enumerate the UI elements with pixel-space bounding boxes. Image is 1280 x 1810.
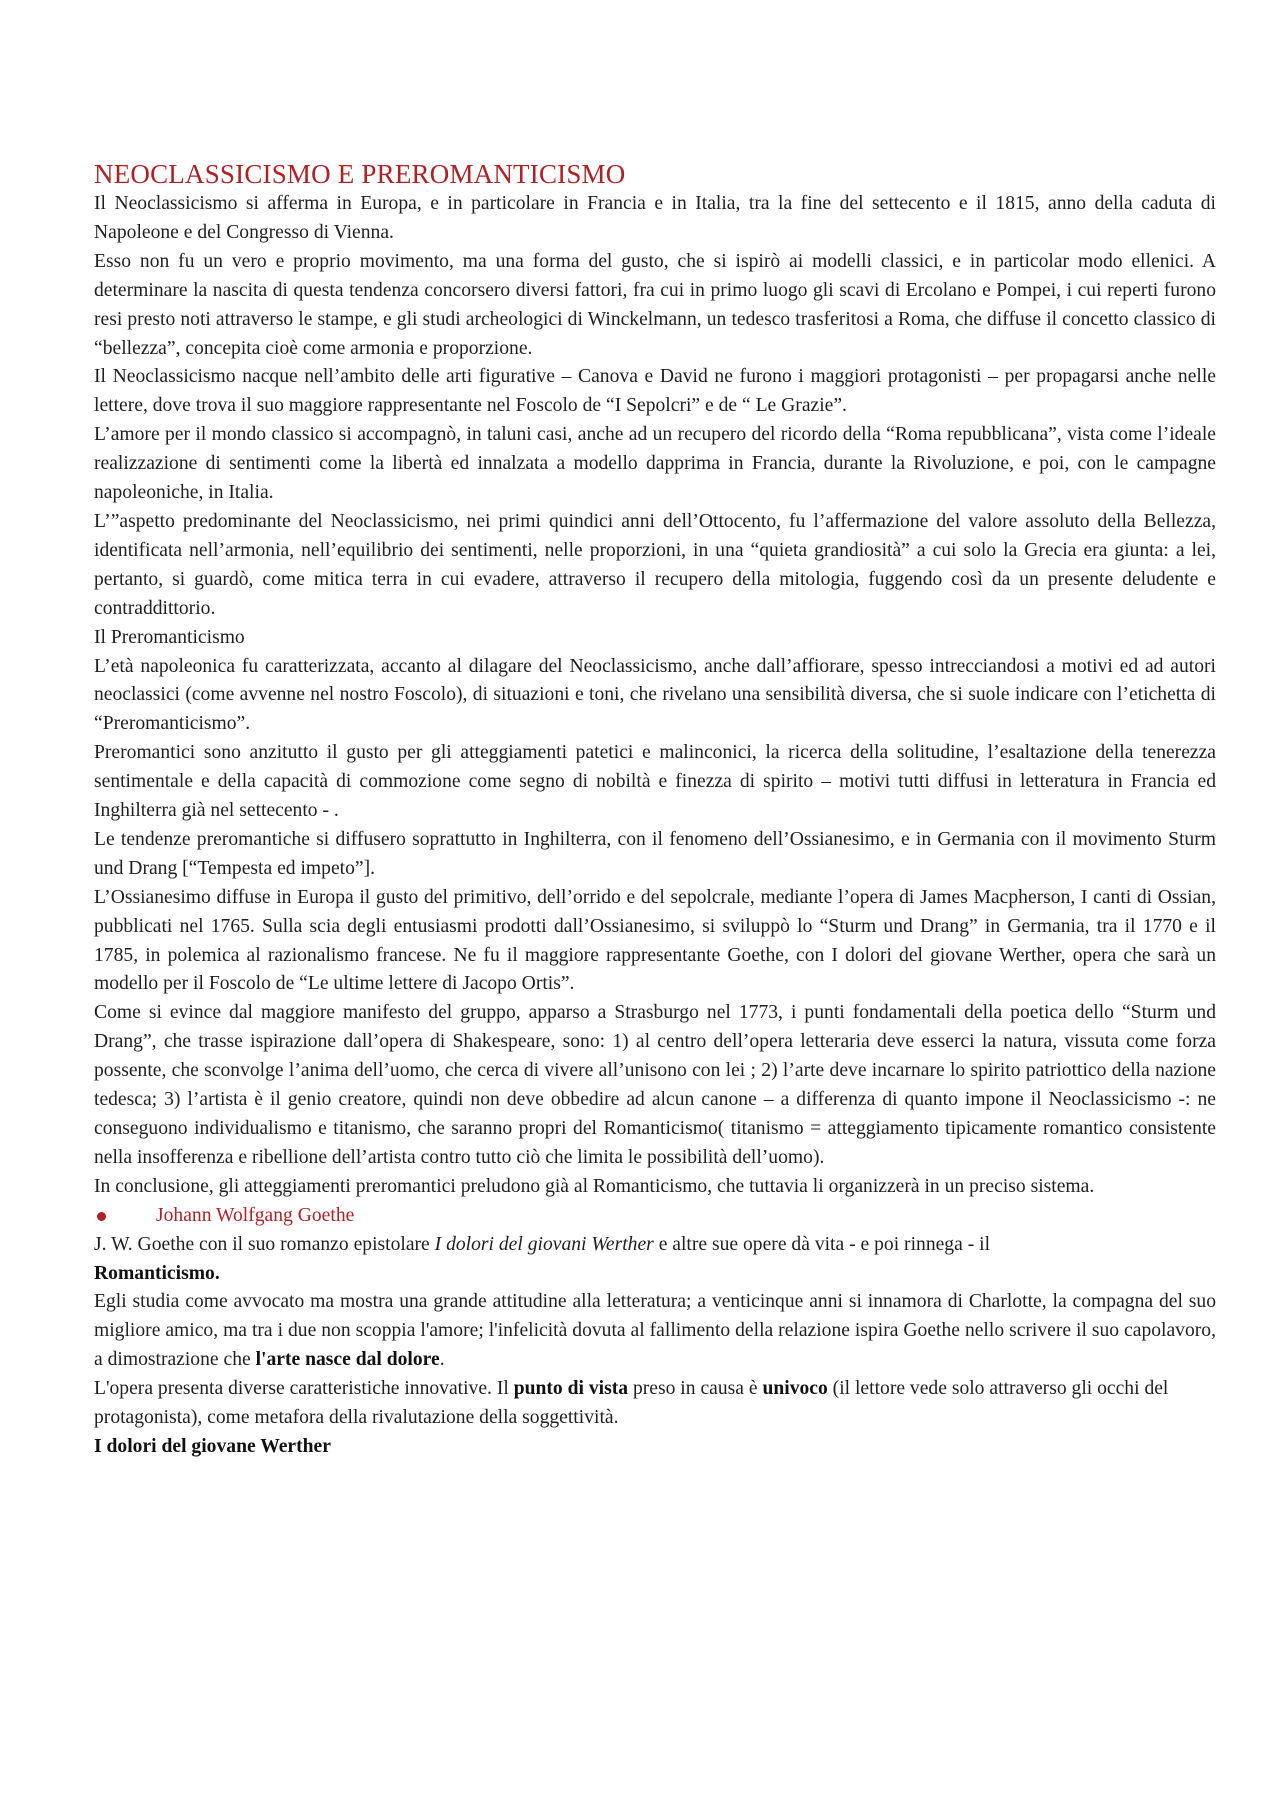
subheading-preromanticismo: Il Preromanticismo <box>94 626 245 648</box>
paragraph-intro: Il Neoclassicismo si afferma in Europa, e in particolare in Francia e in Italia, tra la fine del settecento e il 1815, anno della caduta di Napoleone e del Congresso di Vienna. <box>94 193 1216 243</box>
paragraph-goethe-biografia <box>94 1288 1216 1375</box>
bold-univoco: univoco <box>762 1378 828 1400</box>
text-run: . <box>439 1349 445 1371</box>
paragraph-arti-figurative: Il Neoclassicismo nacque nell’ambito delle arti figurative – Canova e David ne furono i maggiori protagonisti – per propagarsi anche nelle lettere, dove trova il suo maggiore rappresentante nel Foscolo de “I Sepolcri” e de “ Le Grazie”. <box>94 366 1216 417</box>
document-page <box>94 158 1216 1462</box>
page-title: NEOCLASSICISMO E PREROMANTICISMO <box>94 159 626 189</box>
bold-punto-di-vista: punto di vista <box>513 1378 629 1400</box>
paragraph-conclusione: In conclusione, gli atteggiamenti preromantici preludono già al Romanticismo, che tuttavia li organizzerà in un preciso sistema. <box>94 1175 1095 1197</box>
paragraph-goethe-opera <box>94 1375 1216 1433</box>
text-run: preso in causa è <box>628 1378 763 1400</box>
paragraph-tendenze: Le tendenze preromantiche si diffusero soprattutto in Inghilterra, con il fenomeno dell’Ossianesimo, e in Germania con il movimento Sturm und Drang [“Tempesta ed impeto”]. <box>94 828 1216 879</box>
paragraph-roma-repubblicana: L’amore per il mondo classico si accompagnò, in taluni casi, anche ad un recupero del ricordo della “Roma repubblicana”, vista come l’ideale realizzazione di sentimenti come la libertà ed innalzata a modello dapprima in Francia, durante la Rivoluzione, e poi, con le campagne napoleoniche, in Italia. <box>94 424 1216 504</box>
bold-romanticismo: Romanticismo. <box>94 1262 220 1284</box>
text-run: (il lettore vede solo attraverso gli occhi del protagonista), come metafora della rivalutazione della soggettività. <box>94 1378 1169 1429</box>
text-run: J. W. Goethe con il suo romanzo epistolare <box>94 1233 435 1255</box>
text-run: L'opera presenta diverse caratteristiche innovative. Il <box>94 1378 514 1400</box>
paragraph-manifesto: Come si evince dal maggiore manifesto del gruppo, apparso a Strasburgo nel 1773, i punti fondamentali della poetica dello “Sturm und Drang”, che trasse ispirazione dall’opera di Shakespeare, sono: 1) al centro dell’opera letteraria deve esserci la natura, vissuta come forza possente, che sconvolge l’anima dell’uomo, che cerca di vivere all’unisono con lei ; 2) l’arte deve incarnare lo spirito patriottico della nazione tedesca; 3) l’artista è il genio creatore, quindi non deve obbedire ad alcun canone – a differenza di quanto impone il Neoclassicismo -: ne conseguono individualismo e titanismo, che saranno propri del Romanticismo( titanismo = atteggiamento tipicamente romantico consistente nella insofferenza e ribellione dell’artista contro tutto ciò che limita le possibilità dell’uomo). <box>94 1002 1216 1168</box>
bullet-heading-text: Johann Wolfgang Goethe <box>156 1204 355 1226</box>
paragraph-ossianesimo: L’Ossianesimo diffuse in Europa il gusto del primitivo, dell’orrido e del sepolcrale, mediante l’opera di James Macpherson, I canti di Ossian, pubblicati nel 1765. Sulla scia degli entusiasmi prodotti dall’Ossianesimo, si sviluppò lo “Sturm und Drang” in Germania, tra il 1770 e il 1785, in polemica al razionalismo francese. Ne fu il maggiore rappresentante Goethe, con I dolori del giovane Werther, opera che sarà un modello per il Foscolo de “Le ultime lettere di Jacopo Ortis”. <box>94 886 1216 995</box>
bold-arte-dolore: l'arte nasce dal dolore <box>255 1349 440 1371</box>
bullet-icon <box>97 1212 106 1221</box>
paragraph-goethe-romanzo <box>94 1231 1216 1289</box>
paragraph-preromantici: Preromantici sono anzitutto il gusto per gli atteggiamenti patetici e malinconici, la ricerca della solitudine, l’esaltazione della tenerezza sentimentale e della capacità di commozione come segno di nobiltà e finezza di spirito – motivi tutti diffusi in letteratura in Francia ed Inghilterra già nel settecento - . <box>94 742 1216 822</box>
bullet-heading-goethe <box>94 1202 1216 1231</box>
paragraph-eta-napoleonica: L’età napoleonica fu caratterizzata, accanto al dilagare del Neoclassicismo, anche dall’affiorare, spesso intrecciandosi a motivi ed ad autori neoclassici (come avvenne nel nostro Foscolo), di situazioni e toni, che rivelano una sensibilità diversa, che si suole indicare con l’etichetta di “Preromanticismo”. <box>94 655 1216 735</box>
heading-werther <box>94 1433 1216 1462</box>
bold-werther-heading: I dolori del giovane Werther <box>94 1435 331 1457</box>
paragraph-bellezza: L’”aspetto predominante del Neoclassicismo, nei primi quindici anni dell’Ottocento, fu l’affermazione del valore assoluto della Bellezza, identificata nell’armonia, nell’equilibrio dei sentimenti, nelle proporzioni, in una “quieta grandiosità” a cui solo la Grecia era giunta: a lei, pertanto, si guardò, come mitica terra in cui evadere, attraverso il recupero della mitologia, fuggendo così da un presente deludente e contraddittorio. <box>94 510 1216 619</box>
italic-title: I dolori del giovani Werther <box>434 1233 654 1255</box>
text-run: e altre sue opere dà vita - e poi rinnega - il <box>653 1233 991 1255</box>
text-run: Egli studia come avvocato ma mostra una grande attitudine alla letteratura; a venticinque anni si innamora di Charlotte, la compagna del suo migliore amico, ma tra i due non scoppia l'amore; l'infelicità dovuta al fallimento della relazione ispira Goethe nello scrivere il suo capolavoro, a dimostrazione che <box>94 1291 1216 1371</box>
paragraph-gusto: Esso non fu un vero e proprio movimento, ma una forma del gusto, che si ispirò ai modelli classici, e in particolar modo ellenici. A determinare la nascita di questa tendenza concorsero diversi fattori, fra cui in primo luogo gli scavi di Ercolano e Pompei, i cui reperti furono resi presto noti attraverso le stampe, e gli studi archeologici di Winckelmann, un tedesco trasferitosi a Roma, che diffuse il concetto classico di “bellezza”, concepita cioè come armonia e proporzione. <box>94 250 1216 359</box>
